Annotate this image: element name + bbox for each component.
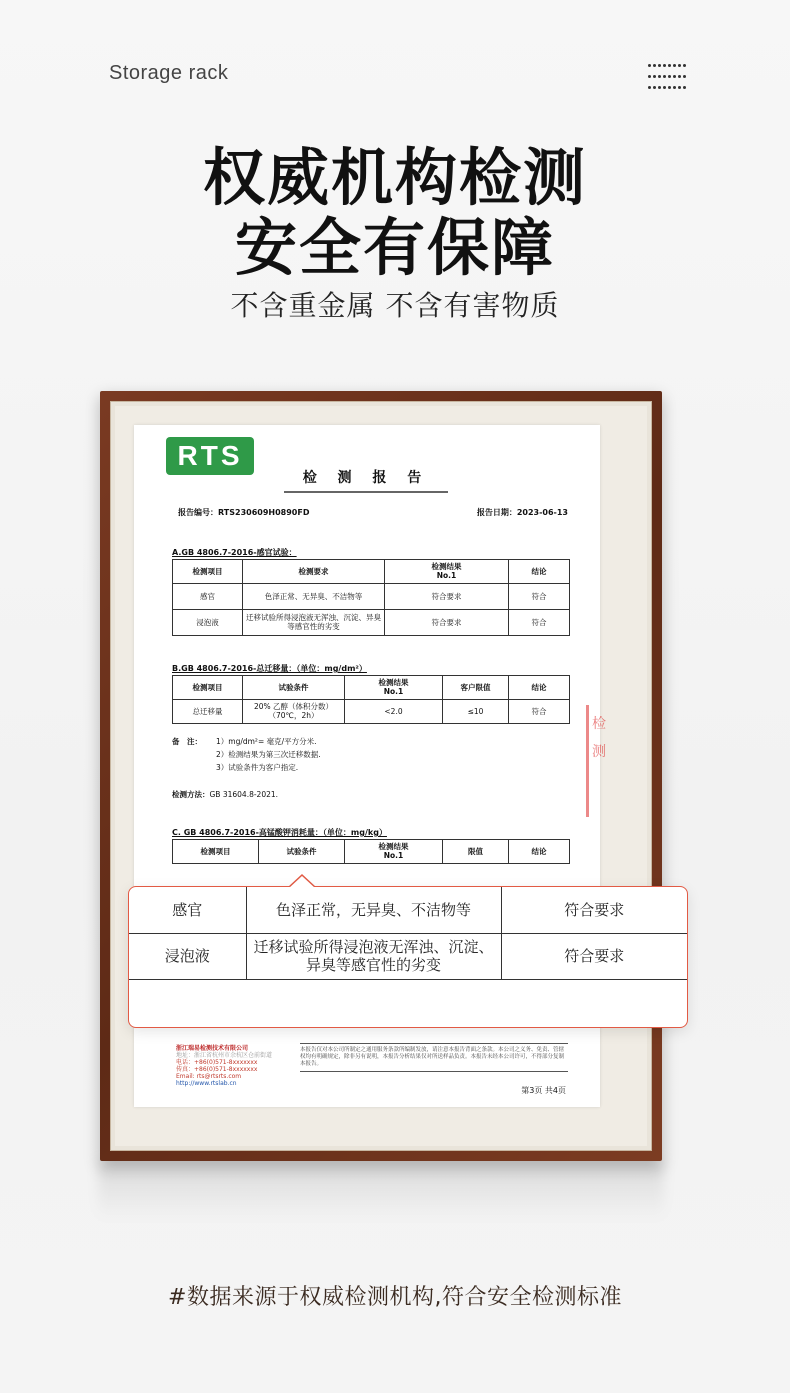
table-cell: 符合要求 bbox=[501, 933, 687, 979]
table-cell: 浸泡液 bbox=[173, 609, 243, 635]
table-row bbox=[129, 887, 687, 933]
table-header: 试验条件 bbox=[259, 840, 345, 864]
test-method-label: 检测方法： bbox=[172, 790, 210, 799]
magnified-table bbox=[129, 887, 687, 980]
hero-title-line2: 安全有保障 bbox=[234, 211, 555, 284]
table-header: 结论 bbox=[509, 676, 570, 700]
lab-address: 地址：浙江省杭州市余杭区仓前街道 bbox=[176, 1052, 273, 1059]
lab-contact-info bbox=[176, 1045, 272, 1087]
table-header: 结论 bbox=[509, 560, 570, 584]
note-item: 2）检测结果为第三次迁移数据. bbox=[216, 750, 321, 759]
table-cell: 浸泡液 bbox=[129, 933, 246, 979]
rts-logo: RTS bbox=[166, 437, 254, 475]
hero-subtitle: 不含重金属 不含有害物质 bbox=[230, 289, 560, 322]
lab-website: http://www.rtslab.cn bbox=[176, 1080, 237, 1087]
report-title: 检 测 报 告 bbox=[284, 467, 448, 493]
certificate-frame bbox=[100, 391, 662, 1161]
table-header: 检测结果 No.1 bbox=[345, 840, 443, 864]
table-cell: 符合要求 bbox=[385, 609, 509, 635]
test-method-value: GB 31604.8-2021. bbox=[209, 790, 279, 799]
table-header: 检测结果 No.1 bbox=[345, 676, 443, 700]
table-cell: 迁移试验所得浸泡液无浑浊、沉淀、 异臭等感官性的劣变 bbox=[246, 933, 501, 979]
hero-title-line1: 权威机构检测 bbox=[202, 141, 587, 214]
table-row bbox=[173, 609, 570, 635]
table-header: 试验条件 bbox=[243, 676, 345, 700]
red-seal-stamp: 检 测 bbox=[586, 705, 606, 817]
table-cell: 符合要求 bbox=[385, 583, 509, 609]
brand-label: Storage rack bbox=[109, 62, 229, 84]
table-cell: ≤10 bbox=[443, 699, 509, 723]
notes-label: 备 注： bbox=[172, 737, 202, 746]
table-row bbox=[173, 583, 570, 609]
table-header-row bbox=[173, 676, 570, 700]
table-header: 检测项目 bbox=[173, 560, 243, 584]
lab-email: Email: rts@rtsrts.com bbox=[176, 1073, 242, 1080]
table-header: 客户限值 bbox=[443, 676, 509, 700]
table-header: 检测项目 bbox=[173, 840, 259, 864]
table-header: 限值 bbox=[443, 840, 509, 864]
source-caption: #数据来源于权威检测机构,符合安全检测标准 bbox=[168, 1285, 622, 1310]
section-b-title: B.GB 4806.7-2016-总迁移量：（单位：mg/dm²） bbox=[172, 664, 367, 673]
section-c-title: C. GB 4806.7-2016-高锰酸钾消耗量：（单位：mg/kg） bbox=[172, 828, 387, 837]
magnified-table-callout bbox=[128, 886, 688, 1028]
report-date: 报告日期：2023-06-13 bbox=[476, 508, 568, 517]
table-cell: 总迁移量 bbox=[173, 699, 243, 723]
frame-shadow bbox=[98, 1160, 664, 1220]
report-number: 报告编号：RTS230609H0890FD bbox=[178, 508, 310, 517]
note-item: 1）mg/dm²= 毫克/平方分米. bbox=[216, 737, 317, 746]
report-notes bbox=[172, 735, 321, 774]
section-a-table bbox=[172, 559, 570, 636]
table-cell: 20% 乙醇（体积分数） （70℃，2h） bbox=[243, 699, 345, 723]
section-b-table bbox=[172, 675, 570, 724]
callout-pointer-fill bbox=[289, 876, 315, 888]
table-cell: 迁移试验所得浸泡液无浑浊、沉淀、异臭等感官性的劣变 bbox=[243, 609, 385, 635]
table-row bbox=[173, 699, 570, 723]
table-cell: 符合 bbox=[509, 583, 570, 609]
table-cell: <2.0 bbox=[345, 699, 443, 723]
table-header: 检测项目 bbox=[173, 676, 243, 700]
lab-phone: 电话：+86(0)571-8xxxxxxx bbox=[176, 1059, 258, 1066]
table-cell: 色泽正常、无异臭、不洁物等 bbox=[243, 583, 385, 609]
lab-name: 浙江瑞易检测技术有限公司 bbox=[176, 1045, 249, 1052]
lab-fax: 传真：+86(0)571-8xxxxxxx bbox=[176, 1066, 258, 1073]
table-cell: 感官 bbox=[129, 887, 246, 933]
table-header-row bbox=[173, 840, 570, 864]
table-cell: 感官 bbox=[173, 583, 243, 609]
table-cell: 符合 bbox=[509, 609, 570, 635]
dots-grid-icon[interactable] bbox=[648, 64, 688, 90]
table-cell: 色泽正常，无异臭、不洁物等 bbox=[246, 887, 501, 933]
note-item: 3）试验条件为客户指定. bbox=[216, 763, 299, 772]
table-header: 检测要求 bbox=[243, 560, 385, 584]
table-header: 结论 bbox=[509, 840, 570, 864]
report-disclaimer: 本报告仅对本公司所制定之通用服务条款所编制发放，请注意本报告背面之条款。本公司之义务、免责、管辖权均有明确规定，除非另有说明，本报告分析结果仅对所送样品负责。本报告未经本公司许可，不得部分复制本报告。 bbox=[300, 1043, 568, 1072]
section-a-title: A.GB 4806.7-2016-感官试验： bbox=[172, 548, 297, 557]
section-c-table bbox=[172, 839, 570, 864]
table-header: 检测结果 No.1 bbox=[385, 560, 509, 584]
table-row bbox=[129, 933, 687, 979]
test-method bbox=[172, 789, 278, 800]
table-cell: 符合 bbox=[509, 699, 570, 723]
page-number: 第3页 共4页 bbox=[521, 1086, 566, 1095]
table-cell: 符合要求 bbox=[501, 887, 687, 933]
table-header-row bbox=[173, 560, 570, 584]
